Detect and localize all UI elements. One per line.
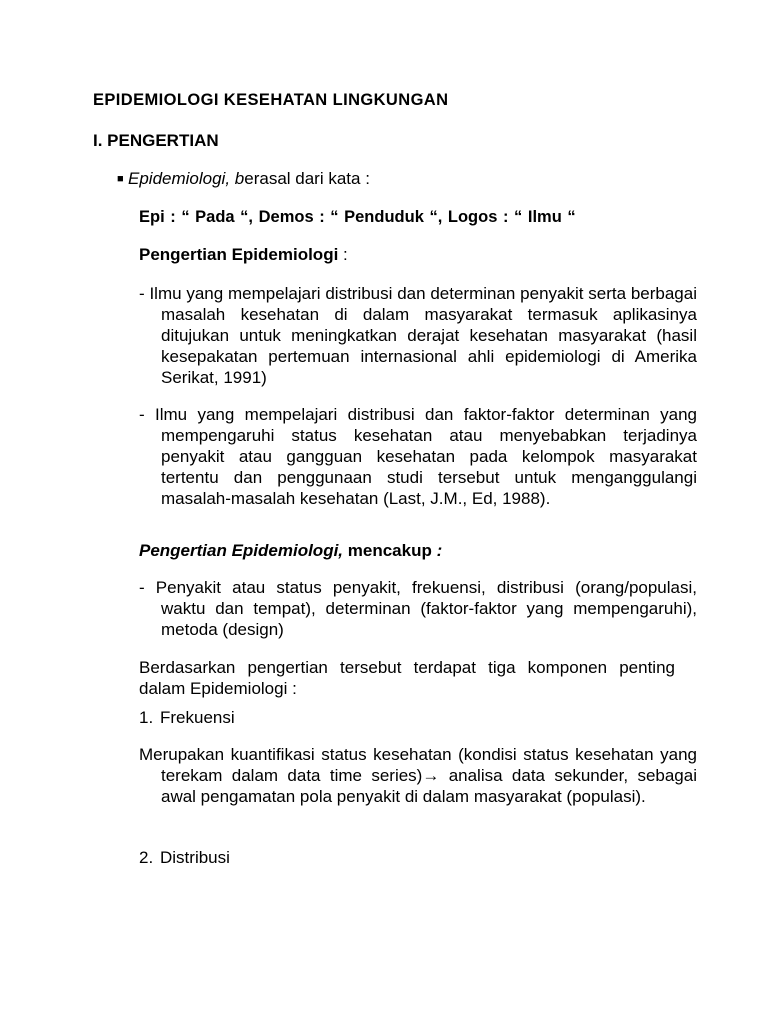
square-bullet-icon: ■ [117, 173, 124, 185]
definition-heading-label: Pengertian Epidemiologi [139, 245, 339, 264]
definition-heading-colon: : [338, 245, 348, 264]
scope-heading-italic: Pengertian Epidemiologi, [139, 541, 344, 560]
section-heading: I. PENGERTIAN [93, 131, 219, 150]
bullet-item [117, 168, 370, 190]
list-label: Distribusi [160, 848, 230, 867]
scope-heading-colon: : [431, 541, 443, 560]
bullet-term: Epidemiologi, b [128, 169, 245, 188]
word-origin-line: Epi : “ Pada “, Demos : “ Penduduk “, Logos : “ Ilmu “ [139, 208, 576, 226]
scope-heading-bold: mencakup [343, 541, 432, 560]
list-number: 1. [139, 708, 154, 727]
frequency-description [139, 744, 697, 807]
list-number: 2. [139, 848, 154, 867]
scope-heading [139, 540, 442, 561]
arrow-icon: → [422, 766, 440, 785]
definition-paragraph-1: - Ilmu yang mempelajari distribusi dan determinan penyakit serta berbagai masalah kesehatan di dalam masyarakat termasuk aplikasinya ditujukan untuk meningkatkan derajat kesehatan masyarakat (hasil kesepakatan pertemuan internasional ahli epidemiologi di Amerika Serikat, 1991) [139, 284, 697, 387]
list-item-distribution [139, 847, 230, 868]
frequency-text-a: Merupakan kuantifikasi status kesehatan (kondisi status kesehatan yang terekam dalam data time series) [139, 745, 697, 785]
list-label: Frekuensi [160, 708, 235, 727]
bullet-text: erasal dari kata : [244, 169, 370, 188]
frequency-text-b: analisa data sekunder, sebagai awal pengamatan pola penyakit di dalam masyarakat (populasi). [161, 766, 697, 806]
definition-heading [139, 244, 348, 265]
definition-paragraph-2: - Ilmu yang mempelajari distribusi dan faktor-faktor determinan yang mempengaruhi status kesehatan atau menyebabkan terjadinya penyakit atau gangguan kesehatan pada kelompok masyarakat tertentu dan penggunaan studi tersebut untuk menganggulangi masalah-masalah kesehatan (Last, J.M., Ed, 1988). [139, 405, 697, 508]
list-item-frequency [139, 707, 235, 728]
document-title: EPIDEMIOLOGI KESEHATAN LINGKUNGAN [93, 91, 449, 109]
components-intro: Berdasarkan pengertian tersebut terdapat tiga komponen penting dalam Epidemiologi : [139, 658, 675, 698]
scope-item: - Penyakit atau status penyakit, frekuensi, distribusi (orang/populasi, waktu dan tempat), determinan (faktor-faktor yang mempengaruhi), metoda (design) [139, 578, 697, 639]
